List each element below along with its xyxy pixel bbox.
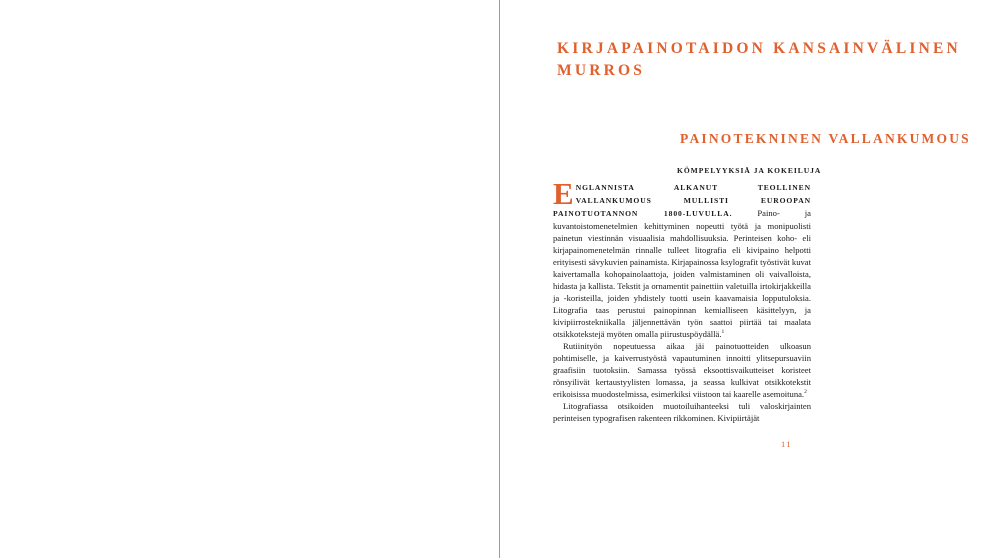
paragraph-3-text: Litografiassa otsikoiden muotoiluihanteeksi tuli valoskirjainten perinteisen typografisen rakenteen rikkominen. Kivipiirtäjät <box>553 401 811 423</box>
subsection-title: KÖMPELYYKSIÄ JA KOKEILUJA <box>677 166 822 175</box>
chapter-title-line-2: MURROS <box>557 62 646 79</box>
page-number: 11 <box>781 439 793 449</box>
footnote-ref-1: 1 <box>721 329 725 336</box>
drop-cap: E <box>553 176 574 211</box>
lead-paragraph <box>553 176 812 340</box>
paragraph-2-text: Rutiinityön nopeutuessa aikaa jäi painotuotteiden ulkoasun pohtimiselle, ja kaiverrustyöstä vapautuminen innoitti ylitsepursuaviin graafisiin tuotoksiin. Samassa työssä eksoottisvaikutteiset koristeet rönsyilivät kertaustyylisten lomassa, ja seassa kulkivat otsikkotekstit erikoisissa muodostelmissa, esimerkiksi viistoon tai kaarelle asemoituna. <box>553 341 811 399</box>
body-text <box>553 176 812 424</box>
left-page-blank <box>0 0 499 558</box>
paragraph-2 <box>553 340 811 400</box>
lead-body-text: Paino- ja kuvantoistomenetelmien kehittyminen nopeutti työtä ja monipuolisti painetun viestinnän visuaalisia mahdollisuuksia. Perinteisen koho- eli kirjapainomenetelmän rinnalle tulleet litografia eli kivipaino helpotti erityisesti sävykuvien painamista. Kirjapainossa ksylografit työstivät kuvat kaivertamalla kohopainolaattoja, joiden valmistaminen oli vaivalloista, hidasta ja kallista. Tekstit ja ornamentit painettiin valetuilla irtokirjakkeilla ja -koristeilla, joiden yhdistely tuotti usein kaavamaisia lopputuloksia. Litografia taas perustui painopinnan kemialliseen käsittelyyn, ja kivipiirrostekniikalla jäljennettävän työn saattoi piirtää tai maalata otsikkotekstejä myöten omalla piirustuspöydällä. <box>553 208 812 339</box>
lead-caps-text: NGLANNISTA ALKANUT TEOLLINEN VALLANKUMOUS MULLISTI EUROOPAN PAINOTUOTANNON 1800-LUVULLA. <box>553 183 811 218</box>
footnote-ref-2: 2 <box>804 389 807 396</box>
paragraph-3 <box>553 400 811 424</box>
chapter-title <box>557 38 987 82</box>
chapter-title-line-1: KIRJAPAINOTAIDON KANSAINVÄLINEN <box>557 40 961 57</box>
section-title: PAINOTEKNINEN VALLANKUMOUS <box>680 131 971 146</box>
right-page <box>500 0 1000 558</box>
